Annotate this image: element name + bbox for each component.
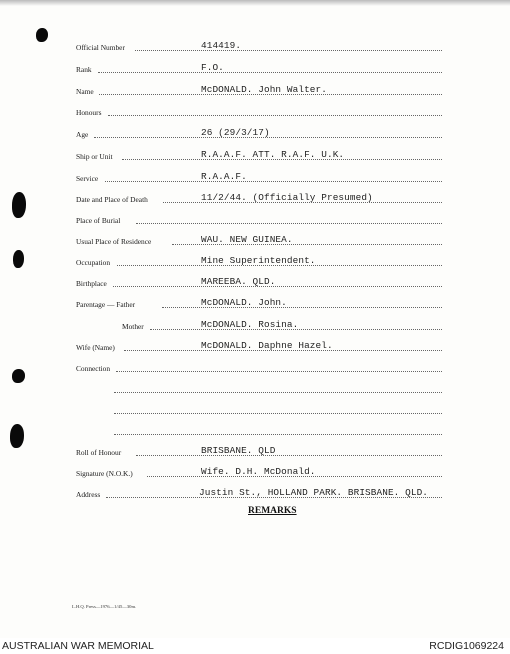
field-value: Wife. D.H. McDonald. [201, 466, 316, 477]
field-value: F.O. [201, 62, 224, 73]
field-label: Mother [122, 322, 144, 331]
field-value: McDONALD. Rosina. [201, 319, 299, 330]
field-address [0, 485, 510, 501]
archive-footer [0, 638, 510, 654]
dotted-line [113, 286, 442, 287]
remarks-heading: REMARKS [248, 506, 297, 516]
field-value: R.A.A.F. ATT. R.A.F. U.K. [201, 149, 345, 160]
dotted-line [114, 392, 442, 393]
field-official-number [0, 38, 510, 54]
footer-institution: AUSTRALIAN WAR MEMORIAL [2, 640, 154, 652]
field-value: 414419. [201, 40, 242, 51]
field-value: BRISBANE. QLD [201, 445, 276, 456]
field-label: Parentage — Father [76, 300, 136, 309]
field-place-of-burial [0, 211, 510, 227]
field-label: Wife (Name) [76, 343, 115, 352]
dotted-line [135, 50, 442, 51]
field-value: McDONALD. Daphne Hazel. [201, 340, 333, 351]
field-ship-or-unit [0, 147, 510, 163]
field-date-place-of-death [0, 190, 510, 206]
dotted-line [136, 455, 442, 456]
dotted-line [116, 371, 442, 372]
field-value: Mine Superintendent. [201, 255, 316, 266]
field-value: WAU. NEW GUINEA. [201, 234, 293, 245]
field-birthplace [0, 274, 510, 290]
field-connection [0, 359, 510, 375]
field-usual-residence [0, 232, 510, 248]
field-wife-name [0, 338, 510, 354]
field-label: Ship or Unit [76, 152, 113, 161]
field-label: Rank [76, 65, 92, 74]
field-label: Connection [76, 364, 111, 373]
field-value: R.A.A.F. [201, 171, 247, 182]
dotted-line [108, 115, 442, 116]
printer-imprint: L.H.Q. Press—1976—1/45—30m. [72, 604, 137, 609]
field-value: McDONALD. John. [201, 297, 287, 308]
field-label: Place of Burial [76, 216, 121, 225]
connection-extra-line [0, 422, 510, 438]
field-label: Honours [76, 108, 102, 117]
field-honours [0, 103, 510, 119]
field-label: Service [76, 174, 99, 183]
field-signature-nok [0, 464, 510, 480]
connection-extra-line [0, 380, 510, 396]
dotted-line [114, 413, 442, 414]
field-label: Name [76, 87, 94, 96]
field-value: 11/2/44. (Officially Presumed) [201, 192, 373, 203]
field-roll-of-honour [0, 443, 510, 459]
field-mother [0, 317, 510, 333]
field-service [0, 169, 510, 185]
field-label: Signature (N.O.K.) [76, 469, 133, 478]
field-label: Age [76, 130, 89, 139]
footer-record-id: RCDIG1069224 [429, 640, 504, 652]
field-label: Address [76, 490, 101, 499]
field-value: Justin St., HOLLAND PARK. BRISBANE. QLD. [199, 487, 429, 498]
field-label: Birthplace [76, 279, 107, 288]
field-label: Roll of Honour [76, 448, 122, 457]
field-value: McDONALD. John Walter. [201, 84, 327, 95]
field-label: Official Number [76, 43, 125, 52]
dotted-line [98, 72, 442, 73]
dotted-line [105, 181, 442, 182]
field-occupation [0, 253, 510, 269]
field-age [0, 125, 510, 141]
field-label: Usual Place of Residence [76, 237, 152, 246]
dotted-line [114, 434, 442, 435]
dotted-line [136, 223, 442, 224]
field-value: 26 (29/3/17) [201, 127, 270, 138]
field-value: MAREEBA. QLD. [201, 276, 276, 287]
field-rank [0, 60, 510, 76]
field-name [0, 82, 510, 98]
field-label: Occupation [76, 258, 111, 267]
connection-extra-line [0, 401, 510, 417]
field-father [0, 295, 510, 311]
field-label: Date and Place of Death [76, 195, 148, 204]
